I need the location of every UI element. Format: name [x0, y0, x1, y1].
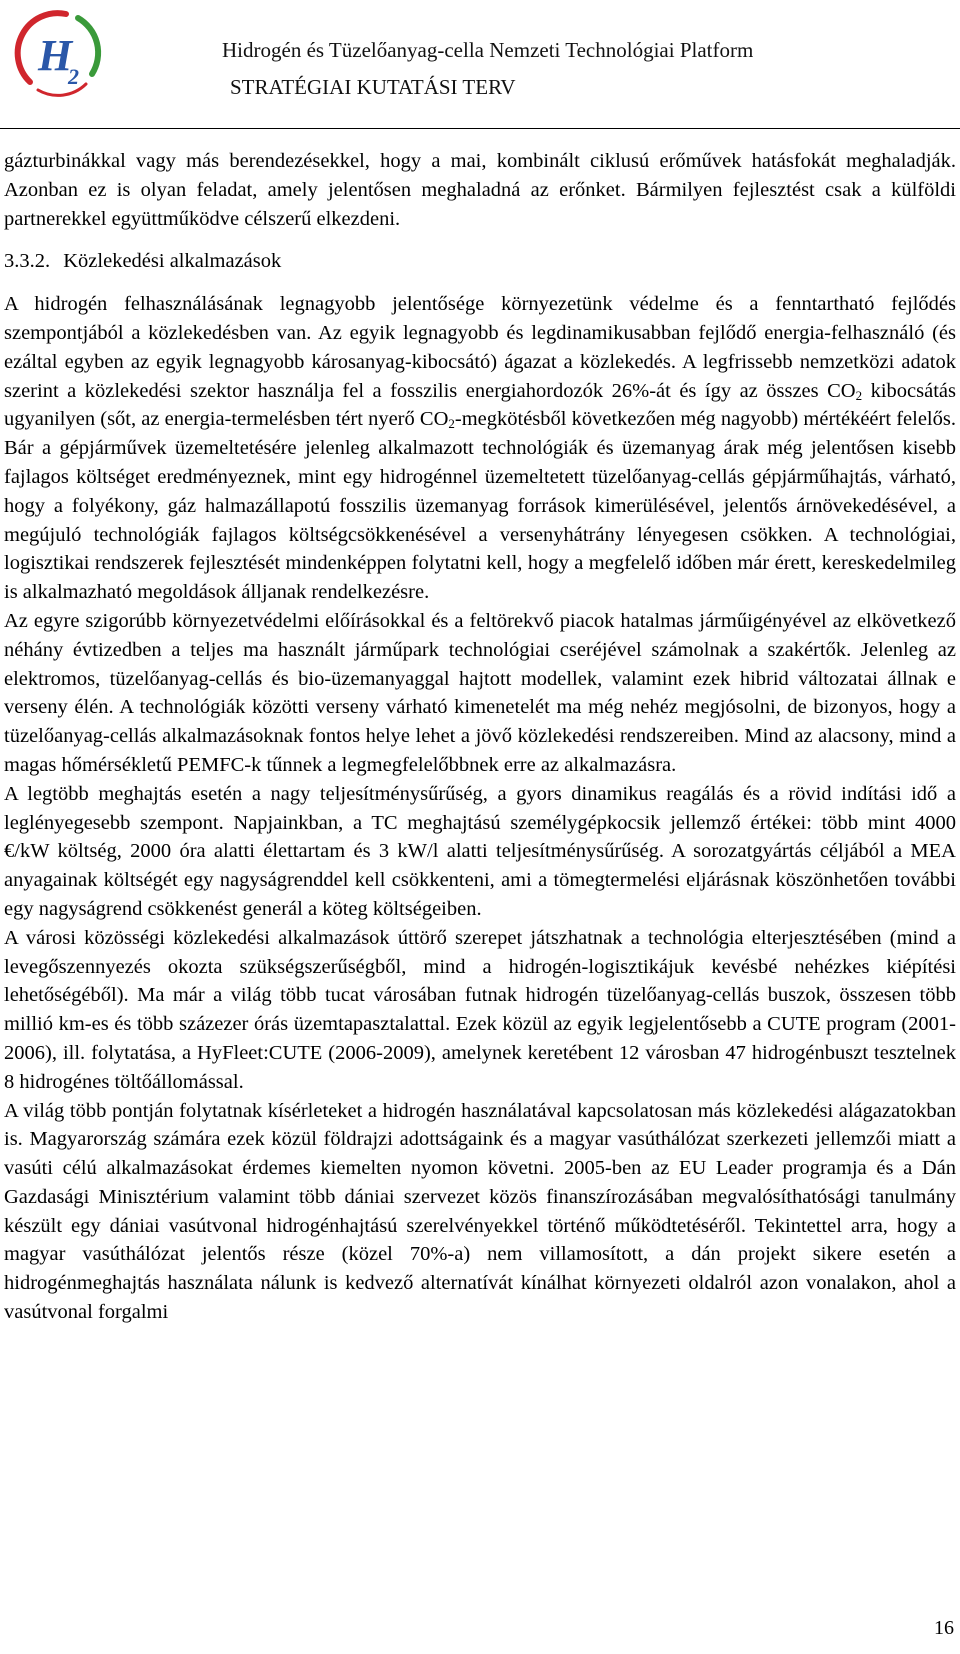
svg-text:2: 2 — [68, 64, 79, 89]
paragraph-2: Az egyre szigorúbb környezetvédelmi előírásokkal és a feltörekvő piacok hatalmas járműigényével az elkövetkező néhány évtizedben a teljes ma használt járműpark technológiai cseréjével számolnak a szakértők. Jelenleg az elektromos, tüzelőanyag-cellás és bio-üzemanyaggal hajtott modellek, valamint ezek hibrid változatai állnak e verseny élén. A technológiák közötti verseny várható kimenetelét ma még nehéz megjósolni, de bizonyos, hogy a tüzelőanyag-cellás alkalmazásoknak fontos helye lehet a jövő közlekedési rendszereiben. Mind az alacsony, mind a magas hőmérsékletű PEMFC-k tűnnek a legmegfelelőbbnek erre az alkalmazásra. — [4, 609, 956, 776]
section-number: 3.3.2. — [4, 250, 51, 273]
section-heading — [4, 247, 956, 276]
section-title: Közlekedési alkalmazások — [63, 250, 282, 273]
paragraph-5: A világ több pontján folytatnak kísérleteket a hidrogén használatával kapcsolatosan más közlekedési alágazatokban is. Magyarország számára ezek közül földrajzi adottságaink és a magyar vasúthálózat szerkezeti jellemzői miatt a vasúti célú alkalmazásokat érdemes kiemelten nyomon követni. 2005-ben az EU Leader programja és a Dán Gazdasági Minisztérium valamint több dániai szervezet közös finanszírozásában megvalósíthatósági tanulmány készült egy dániai vasútvonal hidrogénhajtású szerelvényekkel történő működtetéséről. Tekintettel arra, hogy a magyar vasúthálózat jelentős része (közel 70%-a) nem villamosított, a dán projekt sikere esetén a hidrogénmeghajtás használata nálunk is kedvező alternatívát kínálhat környezeti oldalról azon vonalakon, ahol a vasútvonal forgalmi — [4, 1099, 956, 1324]
paragraph-4: A városi közösségi közlekedési alkalmazások úttörő szerepet játszhatnak a technológia elterjesztésében (mind a levegőszennyezés okozta szükségszerűségből, mind a hidrogén-logisztikájuk kevésbé nehézkes kiépítési lehetőségéből). Ma már a világ több tucat városában futnak hidrogén tüzelőanyag-cellás buszok, összesen több millió km-es és több százezer órás üzemtapasztalattal. Ezek közül az egyik legjelentősebb a CUTE program (2001-2006), ill. folytatása, a HyFleet:CUTE (2006-2009), amelynek keretébent 12 városban 47 hidrogénbuszt tesztelnek 8 hidrogénes töltőállomással. — [4, 926, 956, 1093]
intro-paragraph: gázturbinákkal vagy más berendezésekkel, hogy a mai, kombinált ciklusú erőművek hatásfokát meghaladják. Azonban ez is olyan feladat, amely jelentősen meghaladná az erőnket. Bármilyen fejlesztést csak a külföldi partnerekkel együttműködve célszerű elkezdeni. — [4, 150, 956, 230]
page-header — [0, 0, 960, 130]
p1-text-a: A hidrogén felhasználásának legnagyobb jelentősége környezetünk védelme és a fenntartható fejlődés szempontjából a közlekedésben van. Az egyik legnagyobb és legdinamikusabban fejlődő energia-felhasználó (és ezáltal egyben az egyik legnagyobb károsanyag-kibocsátó) ágazat a közlekedés. A legfrissebb nemzetközi adatok szerint a közlekedési szektor használja fel a fosszilis energiahordozók 26%-át és így az összes CO — [4, 293, 956, 402]
document-body — [4, 147, 956, 1327]
co2-subscript: 2 — [448, 416, 455, 432]
paragraph-1 — [4, 290, 956, 607]
svg-text:H: H — [38, 31, 73, 80]
h2-logo — [8, 4, 108, 104]
page-number: 16 — [934, 1617, 954, 1639]
header-subtitle: STRATÉGIAI KUTATÁSI TERV — [230, 75, 516, 99]
p1-text-b: kibocsátás ugyanilyen (sőt, az energia-termelésben tért nyerő CO — [4, 379, 956, 431]
co2-subscript: 2 — [855, 387, 863, 403]
paragraph-3: A legtöbb meghajtás esetén a nagy teljesítménysűrűség, a gyors dinamikus reagálás és a rövid indítási idő a leglényegesebb szempont. Napjainkban, a TC meghajtású személygépkocsik jellemző értékei: több mint 4000 €/kW költség, 2000 óra alatti élettartam és 3 kW/l alatti teljesítménysűrűség. A sorozatgyártás céljából a MEA anyagainak költségét egy nagyságrenddel kell csökkenteni, ami a tömegtermelési eljárásnak köszönhetően további egy nagyságrend csökkenést generál a köteg költségeiben. — [4, 782, 956, 920]
header-divider — [0, 128, 960, 129]
header-title: Hidrogén és Tüzelőanyag-cella Nemzeti Technológiai Platform — [222, 38, 754, 62]
p1-text-c: -megkötésből következően még nagyobb) mértékéért felelős. Bár a gépjárművek üzemeltetésére jelenleg alkalmazott technológiák és üzemanyag árak még jelentősen kisebb fajlagos költséget eredményeznek, mint egy hidrogénnel üzemeltetett tüzelőanyag-cellás gépjárműhajtás, várható, hogy a folyékony, gáz halmazállapotú fosszilis üzemanyag források kimerülésével, jelentős árnövekedésével, a megújuló technológiák fajlagos költségcsökkenésével a versenyhátrány lényegesen csökken. A technológiai, logisztikai rendszerek fejlesztését mindenképpen folytatni kell, hogy a megfelelő időben már érett, kereskedelmileg is alkalmazható megoldások álljanak rendelkezésre. — [4, 408, 956, 604]
